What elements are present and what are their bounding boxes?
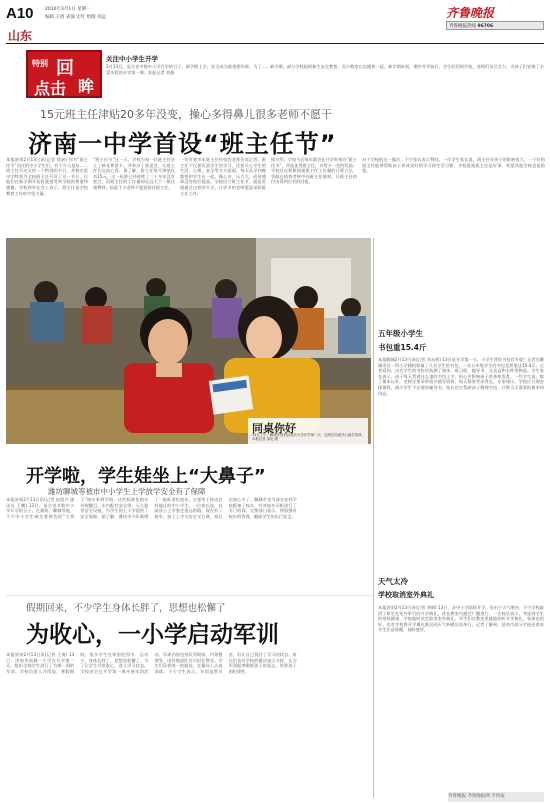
footer-brand-1: 齐鲁晚报 — [448, 794, 466, 799]
feature-intro: 2月13日，是全省多数中小学开学的日子，新学期上学，安全成为最重要的事。为了……新学期，部分学校组织新生安全教育，而少数家长也跟着一起，新学期来到，期中开学前后，学生们回到学校，老师们各尽全力，为孩子们安排了丰富多彩的开学第一课。本报记者 刘强 — [106, 64, 544, 75]
badge-text-1: 特别 — [32, 59, 48, 68]
story2-rule — [6, 595, 371, 596]
sidebar-divider — [373, 238, 374, 798]
story3-kicker: 假期回来，不少学生身体长胖了，思想也松懈了 — [26, 603, 226, 614]
sidebar1-text: 本报聊城2月13日讯(记者 刘永明) 13日是开学第一天，小学生背的书包有多重？记者在聊城市区一所小学随机称量了几名学生的书包，一名五年级学生的书包竟然重达15.4斤。记者看到，这名学生的书包里装满了课本、练习册、辅导书、文具盒和水杯等物品。学生家长表示，孩子每天背着这么重的书包上学，担心会影响孩子的身体发育。一些学生说，除了课本以外，老师还要求带很多辅导资料，每天都要背来背去。专家建议，学校应合理安排课程，减少学生不必要的辅导书，家长也应帮助孩子整理书包，只带当天需要的课本和用品。 — [378, 357, 544, 396]
story1-text-col1: 本报济南2月13日讯(记者 徐滋) 你为“班主任节”而过的中小学生们，有不少人是从……班主任节这天的一个特别的节日，齐鲁实验中学特别为全校班主任开设了这一节日，让他们在新学期开始时就感受到学校的尊重和感谢。学校领导在会上表示，班主任是学校教育工作的中坚力量。 — [6, 157, 88, 196]
story2-headline: 开学啦，学生娃坐上“大鼻子” — [26, 466, 266, 487]
story2-text: 本报济南2月13日讯(记者 赵国兴 通讯员 王鹏) 13日，是全省多数中小学开学的日子，在潍坊、聊城等地，不少中小学生乘坐着黄色的“大鼻子”校车来到学校。这些标准化校车外观醒目，车内配有安全带、灭火器等安全设施，为学生的上下学提供了安全保障。据了解，潍坊市今年新增了一批标准化校车，主要用于接送农村地区的中小学生。一位家长说，以前孩子上学要走很远的路，现在有了校车，孩子上学又安全又方便，家长也放心多了。聊城市也为部分农村学校配备了校车，并对校车司机进行了专门培训。交警部门表示，将加强对校车的管理，确保学生的出行安全。 — [6, 497, 297, 519]
sidebar2-title-1: 天气太冷 — [378, 577, 408, 586]
story1-text-col5: 对于学校的这一做法，不少家长表示赞同。一位学生家长说，班主任对孩子的影响很大，一个好的班主任能够帮助孩子养成良好的学习和生活习惯，学校重视班主任是好事，希望其他学校也能借鉴。 — [362, 157, 545, 174]
story1-headline: 济南一中学首设“班主任节” — [28, 130, 337, 158]
story1-text-col2: “班主任节”这一天，学校为每一位班主任送上了鲜花和贺卡，并举办了座谈会，让班主任们交流心得。据了解，班主任每月津贴仅有15元，这一标准已经持续了二十多年没有变过，而班主任的工作量却远远大于一般任课教师，因此不少老师不愿意担任班主任。 — [93, 157, 175, 190]
hotline-number: 96706 — [477, 24, 494, 29]
sidebar2-text: 本报济南2月13日讯(记者 李钢) 13日，各中小学陆续开学，但由于天气寒冷，不少学校取消了原定在室外举行的开学典礼，改在教室内通过广播进行。一位校长表示，考虑到学生的身体健康，学校临时决定取消室外典礼，学生们在教室里就能收听开学典礼，效果也很好。也有学校将开学典礼推迟到天气转暖后再举行。记者了解到，济南市部分学校还要求学生注意保暖，预防感冒。 — [378, 605, 544, 633]
photo-caption-box — [248, 418, 368, 444]
section-name: 山东 — [8, 29, 33, 43]
photo-caption-text: 13日上午，聊城东昌府区南关小学开学第一天，这两位同桌开心地打招呼。 本报记者 邹伦 摄 — [252, 433, 365, 442]
editor-line: 编辑 王倩 表演 宏红 组版 高远 — [45, 15, 107, 20]
page-number: A10 — [6, 5, 34, 22]
footer-bar — [448, 792, 544, 802]
badge-text-4: 点击 — [34, 81, 67, 98]
masthead-rule — [6, 43, 544, 44]
feature-kicker: 关注中小学生开学 — [106, 55, 158, 63]
date-line: 2010年3月1日 星期一 — [45, 7, 91, 12]
hotline-label: 齐鲁晚报热线 — [449, 24, 476, 29]
footer-brand-2: 齐鲁晚报网 — [467, 794, 490, 799]
story1-text-col4: 据介绍，学校今后每年都会在开学时举办“班主任节”，评选优秀班主任，并给予一定的奖励。学校还在积极探索班主任工作量的计算方法，争取在绩效考核中向班主任倾斜，让班主任的付出得到应有的回报。 — [271, 157, 357, 185]
classroom-photo — [6, 238, 371, 444]
photo-caption-title: 同桌你好 — [252, 422, 296, 435]
story1-text-col3: 一位有着多年班主任经验的老师告诉记者，班主任不仅要负责学生的学习，还要关心学生的生活、心理、安全等方方面面，每天从早到晚都要和学生在一起，操心多，压力大，而待遇却没有相应提高。学校设立班主任节，就是希望通过这样的方式，让更多的老师愿意承担班主任工作。 — [180, 157, 266, 196]
hotline-box — [446, 21, 544, 30]
badge-text-3: 眸 — [78, 79, 95, 96]
story3-text: 本报济南2月13日讯(记者 王倩) 13日，济南市南城一小学在开学第一天，组织全校学生进行了为期一周的军训。学校负责人介绍说，寒假期间，很多学生在家里吃得多、运动少，身体长胖了，思想也松懈了。为了让学生尽快收心，进入学习状态，学校决定在开学第一周开展军训活动。军训内容包括队列训练、内务整理等，由驻地部队官兵担任教官。学生们穿着统一的服装，在操场上认真训练，不少学生表示，军训虽然辛苦，但让自己找回了学习的状态。家长们也对学校的做法表示支持，认为军训能够锻炼孩子的意志，培养孩子的纪律性。 — [6, 652, 297, 674]
sidebar1-title-1: 五年级小学生 — [378, 329, 423, 338]
paper-logo: 齐鲁晚报 — [446, 6, 495, 20]
feature-badge — [26, 50, 102, 98]
badge-text-2: 回 — [56, 58, 74, 78]
story2-subhead: 潍坊聊城等被市中小学生上学放学安全有了保障 — [48, 487, 206, 496]
story3-headline: 为收心，一小学启动军训 — [26, 622, 279, 648]
sidebar2-title-2: 学校取消室外典礼 — [378, 591, 434, 599]
story1-subhead: 15元班主任津贴20多年没变，操心多得鼻儿很多老师不愿干 — [40, 108, 332, 121]
sidebar1-title-2: 书包重15.4斤 — [378, 343, 427, 352]
footer-brand-3: 手机报 — [491, 794, 505, 799]
